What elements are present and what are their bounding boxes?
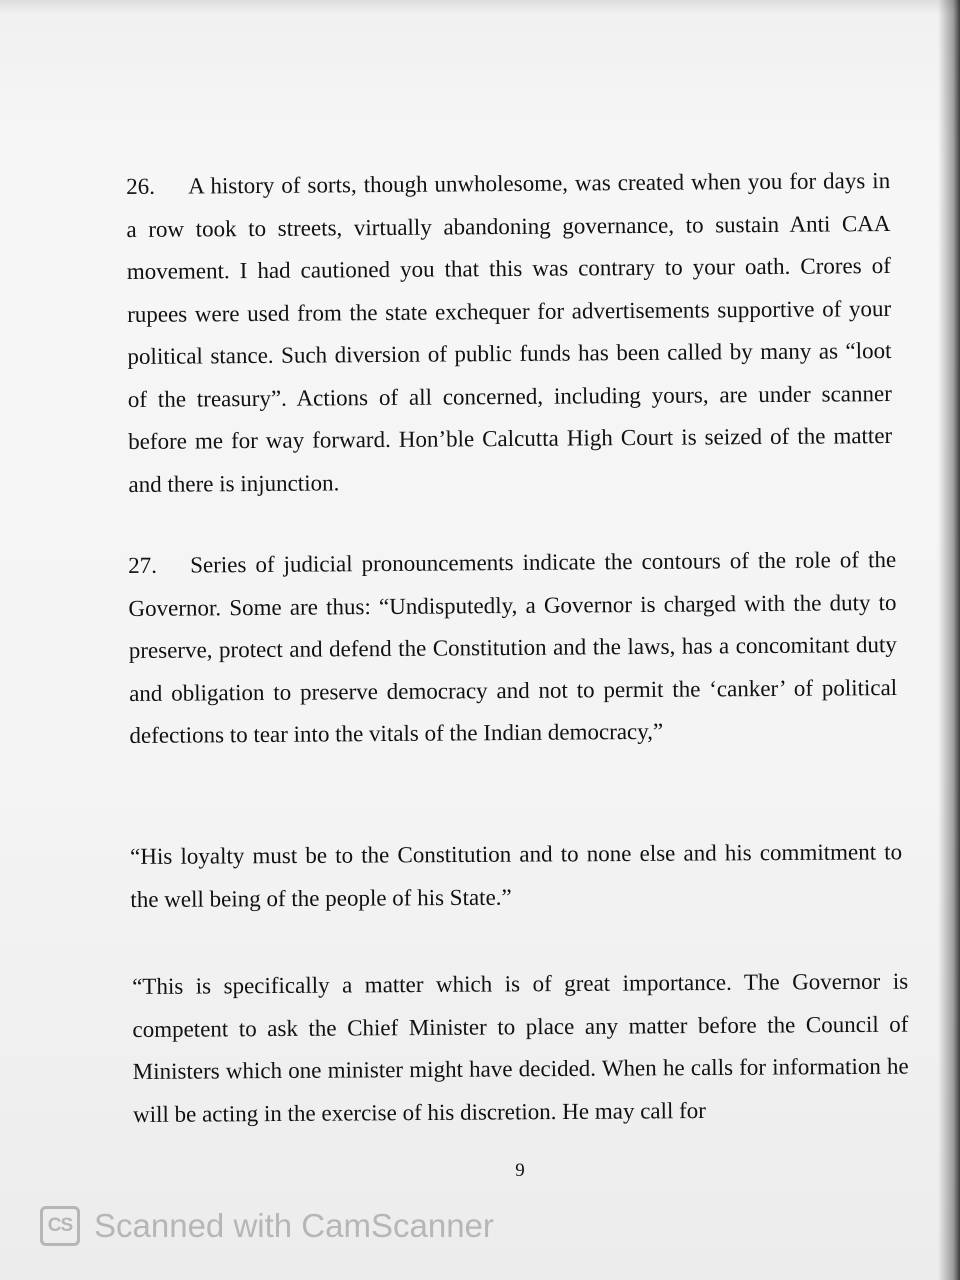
paragraph-number: 27. (128, 552, 158, 578)
paragraph-27 (128, 539, 898, 758)
quote-governor-competence: “This is specifically a matter which is of great importance. The Governor is competent to ask the Chief Minister to place any matter before the Council of Ministers which one minister might have decided. When he calls for information he will be acting in the exercise of his discretion. He may call for (132, 968, 909, 1127)
page-number: 9 (515, 1160, 525, 1181)
page-edge-shadow (938, 0, 960, 1280)
camscanner-logo-icon: CS (40, 1206, 80, 1246)
paragraph-26 (126, 160, 893, 506)
quote-loyalty: “His loyalty must be to the Constitution and to none else and his commitment to the well being of the people of his State.” (130, 839, 903, 912)
page-top-shadow (0, 0, 960, 14)
paragraph-text: A history of sorts, though unwholesome, was created when you for days in a row took to streets, virtually abandoning governance, to sustain Anti CAA movement. I had cautioned you that this was contrary to your oath. Crores of rupees were used from the state exchequer for advertisements supportive of your political stance. Such diversion of public funds has been called by many as “loot of the treasury”. Actions of all concerned, including yours, are under scanner before me for way forward. Hon’ble Calcutta High Court is seized of the matter and there is injunction. (126, 167, 893, 497)
paragraph-text: Series of judicial pronouncements indicate the contours of the role of the Governor. Some are thus: “Undisputedly, a Governor is charged with the duty to preserve, protect and defend the Constitution and the laws, has a concomitant duty and obligation to preserve democracy and not to permit the ‘canker’ of political defections to tear into the vitals of the Indian democracy,” (128, 546, 898, 748)
camscanner-watermark (40, 1203, 494, 1249)
paragraph-number: 26. (126, 173, 156, 199)
watermark-text: Scanned with CamScanner (94, 1207, 494, 1244)
